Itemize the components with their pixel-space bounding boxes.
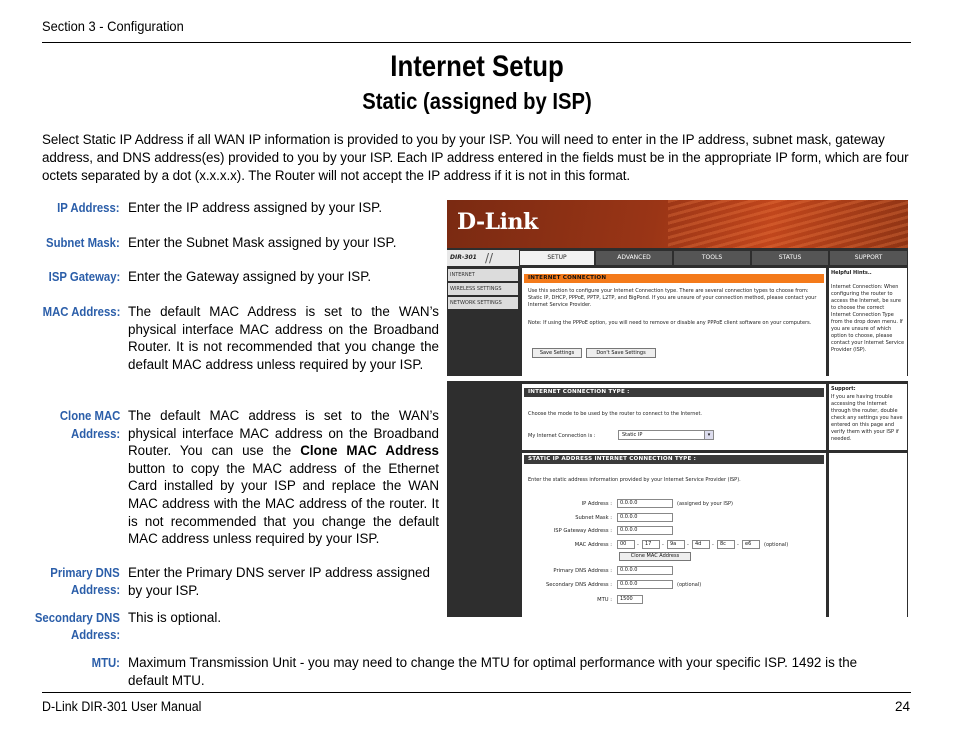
- mac-octet-1[interactable]: 00: [617, 540, 635, 549]
- label-primary-dns-line2: Address:: [70, 582, 120, 597]
- tab-setup[interactable]: SETUP: [520, 251, 594, 265]
- label-subnet-mask: Subnet Mask:: [46, 235, 120, 250]
- router-screenshot-bottom: [447, 381, 908, 617]
- primary-dns-input[interactable]: 0.0.0.0: [617, 566, 673, 575]
- tab-advanced[interactable]: ADVANCED: [596, 251, 672, 265]
- support-panel: [829, 384, 907, 450]
- save-settings-button[interactable]: Save Settings: [532, 348, 582, 358]
- isp-gateway-label: ISP Gateway Address :: [553, 528, 612, 534]
- footer-rule: [42, 692, 911, 693]
- label-mtu: MTU:: [91, 655, 120, 670]
- support-text: If you are having trouble accessing the Internet through the router, double check any settings you have entered on this page and verify them with your ISP if needed.: [831, 394, 903, 442]
- banner-swoosh: [668, 200, 908, 248]
- page-title: Internet Setup: [390, 50, 564, 83]
- internet-connection-panel: [522, 268, 826, 376]
- label-isp-gateway: ISP Gateway:: [48, 269, 120, 284]
- mac-octet-5[interactable]: 8c: [717, 540, 735, 549]
- dlink-logo: D-Link: [457, 209, 538, 235]
- desc-clone-mac-before: The default MAC address is set to the WAN’s physical interface MAC address on the Broadband Router. You can use the: [128, 408, 439, 459]
- router-screenshot-top: [447, 200, 908, 376]
- router-banner: [447, 200, 908, 248]
- dont-save-settings-button[interactable]: Don't Save Settings: [586, 348, 656, 358]
- connection-type-prompt: Choose the mode to be used by the router to connect to the Internet.: [528, 411, 703, 417]
- connection-type-label: My Internet Connection is :: [528, 433, 596, 439]
- intro-paragraph: Select Static IP Address if all WAN IP information is provided to you by your ISP. You will need to enter in the IP address, subnet mask, gateway address, and DNS address(es) provided to you by your ISP. Each IP address entered in the fields must be in the appropriate IP form, which are four octets separated by a dot (x.x.x.x). The Router will not accept the IP address if it is not in this format.: [42, 132, 909, 183]
- static-ip-heading: STATIC IP ADDRESS INTERNET CONNECTION TYPE :: [524, 455, 824, 464]
- connection-type-select[interactable]: [618, 430, 714, 440]
- footer-manual-title: D-Link DIR-301 User Manual: [42, 699, 202, 714]
- connection-type-value: Static IP: [622, 432, 643, 438]
- isp-gateway-input[interactable]: 0.0.0.0: [617, 526, 673, 535]
- label-ip-address: IP Address:: [57, 200, 120, 215]
- helpful-hints-title: Helpful Hints..: [831, 270, 872, 276]
- static-ip-panel: [522, 453, 826, 617]
- model-slashes-icon: //: [485, 251, 494, 265]
- secondary-dns-note: (optional): [677, 582, 702, 588]
- internet-connection-heading: INTERNET CONNECTION: [524, 274, 824, 283]
- connection-type-panel: [522, 384, 826, 450]
- tab-support[interactable]: SUPPORT: [830, 251, 907, 265]
- connection-type-heading: INTERNET CONNECTION TYPE :: [524, 388, 824, 397]
- desc-mtu: Maximum Transmission Unit - you may need to change the MTU for optimal performance with your specific ISP. 1492 is the default MTU.: [128, 655, 858, 688]
- header-rule: [42, 42, 911, 43]
- static-ip-prompt: Enter the static address information provided by your Internet Service Provider (ISP).: [528, 477, 741, 483]
- tab-tools[interactable]: TOOLS: [674, 251, 750, 265]
- internet-connection-text: Use this section to configure your Internet Connection type. There are several connection types to choose from: Static IP, DHCP, PPPoE, PPTP, L2TP, and BigPond. If you are unsure of your connection method, please contact your Internet Service Provider.: [528, 288, 817, 308]
- mac-octet-4[interactable]: 4d: [692, 540, 710, 549]
- mtu-input[interactable]: 1500: [617, 595, 643, 604]
- side-menu-wireless[interactable]: WIRELESS SETTINGS: [448, 283, 518, 295]
- section-header: Section 3 - Configuration: [42, 18, 184, 34]
- mac-address-note: (optional): [764, 542, 789, 548]
- subnet-mask-label: Subnet Mask :: [575, 515, 612, 521]
- mac-sep: -: [712, 542, 714, 548]
- label-clone-mac-line2: Address:: [70, 426, 120, 441]
- mac-address-label: MAC Address :: [574, 542, 612, 548]
- desc-primary-dns: Enter the Primary DNS server IP address assigned by your ISP.: [128, 565, 430, 598]
- help-panel-bottom: [829, 453, 907, 617]
- helpful-hints-panel: [829, 268, 907, 376]
- mac-sep: -: [737, 542, 739, 548]
- side-menu: [447, 267, 519, 376]
- footer-page-number: 24: [894, 699, 910, 714]
- desc-clone-mac-after: button to copy the MAC address of the Ethernet Card installed by your ISP and replace the WAN MAC address with the MAC address of the router. It is not recommended that you change the default MAC address unless required by your ISP.: [128, 460, 439, 547]
- primary-dns-label: Primary DNS Address :: [553, 568, 612, 574]
- secondary-dns-input[interactable]: 0.0.0.0: [617, 580, 673, 589]
- ip-address-note: (assigned by your ISP): [677, 501, 733, 507]
- mac-octet-2[interactable]: 17: [642, 540, 660, 549]
- mac-octet-3[interactable]: 9a: [667, 540, 685, 549]
- mac-sep: -: [687, 542, 689, 548]
- desc-mac-address: The default MAC Address is set to the WAN’s physical interface MAC address on the Broadband Router. It is not recommended that you change the default MAC address unless required by your ISP.: [128, 304, 439, 372]
- mac-sep: -: [662, 542, 664, 548]
- side-menu-internet[interactable]: INTERNET: [448, 269, 518, 281]
- model-label: DIR-301: [447, 250, 519, 266]
- desc-clone-mac: [128, 407, 439, 548]
- clone-mac-button[interactable]: Clone MAC Address: [619, 552, 691, 561]
- label-mac-address: MAC Address:: [42, 304, 120, 319]
- desc-ip-address: Enter the IP address assigned by your ISP.: [128, 200, 383, 215]
- page-subtitle: Static (assigned by ISP): [362, 88, 592, 114]
- tab-status[interactable]: STATUS: [752, 251, 828, 265]
- desc-secondary-dns: This is optional.: [128, 610, 222, 625]
- mtu-label: MTU :: [597, 597, 612, 603]
- subnet-mask-input[interactable]: 0.0.0.0: [617, 513, 673, 522]
- label-clone-mac-line1: Clone MAC: [59, 408, 120, 423]
- desc-isp-gateway: Enter the Gateway assigned by your ISP.: [128, 269, 372, 284]
- side-menu-network[interactable]: NETWORK SETTINGS: [448, 297, 518, 309]
- desc-subnet-mask: Enter the Subnet Mask assigned by your ISP.: [128, 235, 397, 250]
- secondary-dns-label: Secondary DNS Address :: [546, 582, 612, 588]
- label-secondary-dns-line1: Secondary DNS: [34, 610, 120, 625]
- ip-address-input[interactable]: 0.0.0.0: [617, 499, 673, 508]
- chevron-down-icon: ▾: [704, 431, 713, 439]
- desc-clone-mac-bold: Clone MAC Address: [300, 443, 439, 459]
- helpful-hints-text: Internet Connection: When configuring the router to access the Internet, be sure to choose the correct Internet Connection Type from the drop down menu. If you are unsure of which option to choose, please contact your Internet Service Provider (ISP).: [831, 284, 905, 353]
- mac-sep: -: [637, 542, 639, 548]
- label-secondary-dns-line2: Address:: [70, 627, 120, 642]
- internet-connection-note: Note: If using the PPPoE option, you will need to remove or disable any PPPoE client software on your computers.: [528, 320, 812, 326]
- support-title: Support:: [831, 386, 856, 392]
- label-primary-dns-line1: Primary DNS: [50, 565, 120, 580]
- ip-address-label: IP Address :: [581, 501, 612, 507]
- mac-octet-6[interactable]: e6: [742, 540, 760, 549]
